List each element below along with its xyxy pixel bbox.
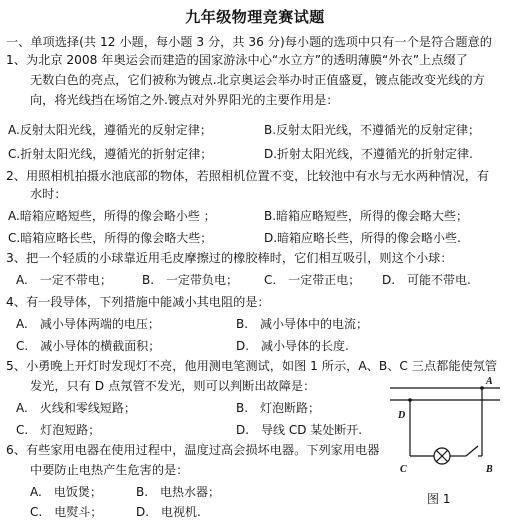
question-6-line-1: 6、有些家用电器在使用过程中，温度过高会损坏电器。下列家用电器 bbox=[6, 443, 380, 457]
question-5-option-d: D. 导线 CD 某处断开. bbox=[236, 423, 363, 437]
junction-d bbox=[408, 398, 412, 402]
question-5-option-a: A. 火线和零线短路； bbox=[16, 401, 136, 415]
point-a-label: A bbox=[486, 376, 493, 387]
question-1-option-a: A.反射太阳光线，遵循光的反射定律； bbox=[8, 123, 212, 137]
question-2-option-a: A.暗箱应略短些，所得的像会略小些 ； bbox=[8, 209, 216, 223]
question-6-line-2: 中要防止电热产生危害的是： bbox=[30, 463, 189, 477]
circuit-diagram bbox=[386, 374, 504, 480]
question-1-line-2: 无数白色的亮点，它们被称为镀点.北京奥运会举办时正值盛夏，镀点能改变光线的方 bbox=[30, 73, 485, 87]
exam-title: 九年级物理竞赛试题 bbox=[185, 8, 325, 26]
question-6-option-d: D. 电视机. bbox=[136, 505, 201, 519]
question-2-option-d: D.暗箱应略长些，所得的像会略小些. bbox=[264, 231, 461, 245]
question-4-line-1: 4、有一段导体，下列措施中能减小其电阻的是： bbox=[6, 295, 270, 309]
section-heading: 一、单项选择(共 12 小题，每小题 3 分，共 36 分)每小题的选项中只有一个是符合题意的 bbox=[6, 35, 492, 49]
question-5-option-b: B. 灯泡断路； bbox=[236, 401, 321, 415]
question-4-option-d: D. 减小导体的长度. bbox=[236, 339, 349, 353]
question-1-option-d: D.折射太阳光线，不遵循光的折射定律. bbox=[264, 147, 473, 161]
figure-caption: 图 1 bbox=[427, 492, 451, 506]
question-6-option-b: B. 电热水器； bbox=[136, 485, 221, 499]
point-c-label: C bbox=[400, 464, 407, 475]
question-2-option-b: B.暗箱应略短些，所得的像会略大些； bbox=[264, 209, 469, 223]
question-2-option-c: C.暗箱应略长些，所得的像会略大些； bbox=[8, 231, 213, 245]
question-6-option-c: C. 电熨斗； bbox=[30, 505, 103, 519]
question-3-option-b: B. 一定带负电； bbox=[142, 273, 239, 287]
question-3-line-1: 3、把一个轻质的小球靠近用毛皮摩擦过的橡胶棒时，它们相互吸引，则这个小球： bbox=[6, 251, 453, 265]
question-4-option-c: C. 减小导体的横截面积； bbox=[16, 339, 161, 353]
question-1-line-3: 向，将光线挡在场馆之外.镀点对外界阳光的主要作用是： bbox=[30, 93, 339, 107]
question-5-line-1: 5、小勇晚上开灯时发现灯不亮，他用测电笔测试，如图 1 所示，A、B、C 三点都能使氖管 bbox=[6, 359, 498, 373]
question-4-option-a: A. 减小导体两端的电压； bbox=[16, 317, 160, 331]
question-5-line-2: 发光，只有 D 点氖管不发光，则可以判断出故障是： bbox=[30, 379, 316, 393]
question-2-line-2: 水时： bbox=[30, 187, 67, 201]
point-d-label: D bbox=[398, 410, 406, 421]
junction-a bbox=[480, 386, 484, 390]
question-3-option-c: C. 一定带正电； bbox=[264, 273, 361, 287]
question-5-option-c: C. 灯泡短路； bbox=[16, 423, 101, 437]
question-4-option-b: B. 减小导体中的电流； bbox=[236, 317, 369, 331]
question-1-line-1: 1、为北京 2008 年奥运会而建造的国家游泳中心“水立方”的透明薄膜“外衣”上点缀了 bbox=[6, 53, 468, 67]
question-3-option-d: D. 可能不带电. bbox=[382, 273, 471, 287]
question-2-line-1: 2、用照相机拍摄水池底部的物体，若照相机位置不变，比较池中有水与无水两种情况，有 bbox=[6, 169, 490, 183]
question-6-option-a: A. 电饭煲； bbox=[30, 485, 102, 499]
question-1-option-c: C.折射太阳光线，遵循光的折射定律； bbox=[8, 147, 213, 161]
question-1-option-b: B.反射太阳光线，不遵循光的反射定律； bbox=[264, 123, 481, 137]
switch-icon bbox=[466, 446, 478, 456]
question-3-option-a: A. 一定不带电； bbox=[16, 273, 112, 287]
point-b-label: B bbox=[486, 464, 493, 475]
